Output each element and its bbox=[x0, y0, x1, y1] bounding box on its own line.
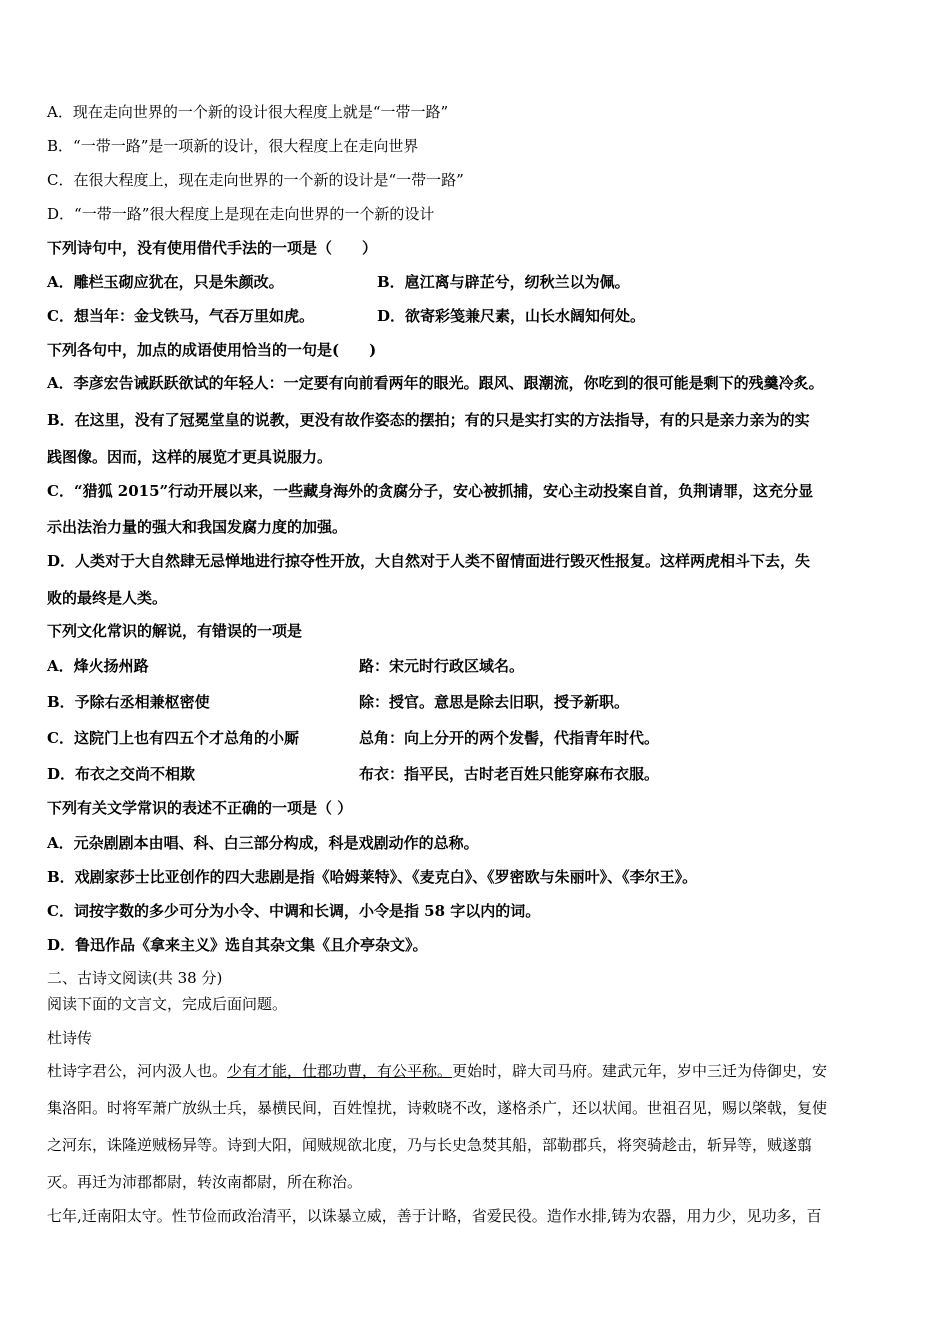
q3-option-b-line1: B．在这里，没有了冠冕堂皇的说教，更没有故作姿态的摆拍；有的只是实打实的方法指导，有的只是亲力亲为的实 bbox=[47, 411, 810, 429]
q2-option-d: D．欲寄彩笺兼尺素，山长水阔知何处。 bbox=[377, 307, 646, 325]
passage-title: 杜诗传 bbox=[47, 1029, 93, 1047]
q4-row-a-right: 路：宋元时行政区域名。 bbox=[359, 657, 525, 675]
q1-option-c: C．在很大程度上，现在走向世界的一个新的设计是“一带一路” bbox=[47, 171, 464, 189]
q4-stem: 下列文化常识的解说，有错误的一项是 bbox=[47, 622, 303, 640]
passage-p1-line4: 灭。再迁为沛郡都尉，转汝南都尉，所在称治。 bbox=[47, 1173, 363, 1191]
q5-option-b: B．戏剧家莎士比亚创作的四大悲剧是指《哈姆莱特》、《麦克白》、《罗密欧与朱丽叶》、《李尔王》。 bbox=[47, 868, 698, 886]
q4-row-c-left: C．这院门上也有四五个才总角的小厮 bbox=[47, 729, 299, 747]
q1-option-d: D．“一带一路”很大程度上是现在走向世界的一个新的设计 bbox=[47, 205, 435, 223]
q5-stem: 下列有关文学常识的表述不正确的一项是（ ） bbox=[47, 799, 353, 817]
q1-option-a: A．现在走向世界的一个新的设计很大程度上就是“一带一路” bbox=[47, 103, 449, 121]
q3-option-c-line2: 示出法治力量的强大和我国发腐力度的加强。 bbox=[47, 518, 348, 536]
q3-stem: 下列各句中，加点的成语使用恰当的一句是( ) bbox=[47, 341, 377, 359]
q4-row-d-left: D．布衣之交尚不相欺 bbox=[47, 765, 196, 783]
q4-row-a-left: A．烽火扬州路 bbox=[47, 657, 149, 675]
q5-option-d: D．鲁迅作品《拿来主义》选自其杂文集《且介亭杂文》。 bbox=[47, 936, 428, 954]
q4-row-c-right: 总角：向上分开的两个发髻，代指青年时代。 bbox=[359, 729, 660, 747]
q3-option-d-line2: 败的最终是人类。 bbox=[47, 589, 168, 607]
q3-option-b-line2: 践图像。因而，这样的展览才更具说服力。 bbox=[47, 448, 333, 466]
underlined-sentence: 少有才能，仕郡功曹，有公平称。 bbox=[227, 1062, 453, 1080]
q3-option-a: A．李彦宏告诫跃跃欲试的年轻人：一定要有向前看两年的眼光。跟风、跟潮流，你吃到的很可能是剩下的残羹冷炙。 bbox=[47, 374, 824, 392]
q5-option-a: A．元杂剧剧本由唱、科、白三部分构成，科是戏剧动作的总称。 bbox=[47, 834, 479, 852]
passage-p2-line1: 七年,迁南阳太守。性节俭而政治清平，以诛暴立威，善于计略，省爱民役。造作水排,铸为农器，用力少，见功多，百 bbox=[47, 1207, 822, 1225]
q4-row-b-left: B．予除右丞相兼枢密使 bbox=[47, 693, 210, 711]
reading-instruction: 阅读下面的文言文，完成后面问题。 bbox=[47, 995, 288, 1013]
q2-option-b: B．扈江离与辟芷兮，纫秋兰以为佩。 bbox=[377, 273, 630, 291]
q2-options-row1 bbox=[47, 272, 284, 292]
passage-text: 更始时，辟大司马府。建武元年，岁中三迁为侍御史，安 bbox=[452, 1062, 828, 1080]
passage-p1-line1 bbox=[47, 1061, 827, 1081]
q5-option-c: C．词按字数的多少可分为小令、中调和长调，小令是指 58 字以内的词。 bbox=[47, 902, 541, 920]
q4-row-b-right: 除：授官。意思是除去旧职，授予新职。 bbox=[359, 693, 630, 711]
q2-option-a: A．雕栏玉砌应犹在，只是朱颜改。 bbox=[47, 273, 284, 291]
q2-stem: 下列诗句中，没有使用借代手法的一项是（ ） bbox=[47, 239, 378, 257]
q1-option-b: B．“一带一路”是一项新的设计，很大程度上在走向世界 bbox=[47, 137, 419, 155]
q3-option-c-line1: C．“猎狐 2015”行动开展以来，一些藏身海外的贪腐分子，安心被抓捕，安心主动投案自首，负荆请罪，这充分显 bbox=[47, 482, 814, 500]
q2-option-c: C．想当年：金戈铁马，气吞万里如虎。 bbox=[47, 307, 314, 325]
q3-option-d-line1: D．人类对于大自然肆无忌惮地进行掠夺性开放，大自然对于人类不留情面进行毁灭性报复。这样两虎相斗下去，失 bbox=[47, 552, 811, 570]
section-heading: 二、古诗文阅读(共 38 分) bbox=[47, 969, 223, 987]
passage-p1-line3: 之河东，诛隆逆贼杨异等。诗到大阳，闻贼规欲北度，乃与长史急焚其船，部勒郡兵，将突骑趁击，斩异等，贼遂翦 bbox=[47, 1136, 813, 1154]
passage-text: 杜诗字君公，河内汲人也。 bbox=[47, 1062, 228, 1080]
q4-row-d-right: 布衣：指平民，古时老百姓只能穿麻布衣服。 bbox=[359, 765, 660, 783]
passage-p1-line2: 集洛阳。时将军萧广放纵士兵，暴横民间，百姓惶扰，诗敕晓不改，遂格杀广，还以状闻。世祖召见，赐以棨戟，复使 bbox=[47, 1099, 828, 1117]
